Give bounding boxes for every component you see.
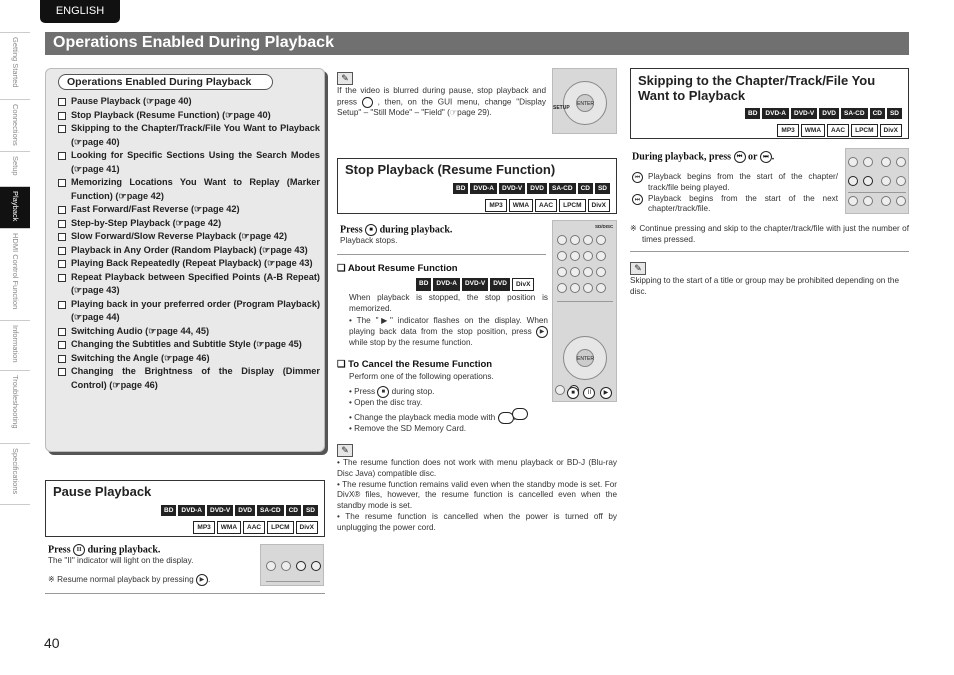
stop-button-icon: ■ [365,224,377,236]
format-badge: DVD [490,278,510,291]
format-badge: DVD-V [791,108,817,119]
side-nav-getting-started[interactable]: Getting Started [0,32,30,99]
stop-line: Playback stops. [340,236,398,245]
format-badge: LPCM [851,124,877,137]
pause-title: Pause Playback [46,481,324,503]
source-button-icon [512,408,528,420]
format-badge: DivX [296,521,318,534]
format-badge: BD [416,278,431,291]
skip-forward-text: Playback begins from the start of the next chapter/track/file. [648,193,838,214]
video-note-a: If the video is blurred during pause, stop playback and press [337,86,546,107]
skip-back-text: Playback begins from the start of the chapter/ track/file being played. [648,172,838,192]
pause-button-icon: II [73,544,85,556]
side-nav-playback[interactable]: Playback [0,186,30,228]
skip-section [630,68,909,139]
format-badge: CD [578,183,593,194]
tip-icon [337,68,353,86]
pencil-icon: ✎ [630,262,646,275]
list-item[interactable]: Playing Back Repeatedly (Repeat Playback) (☞page 43) [58,257,320,271]
skip-forward-icon: ⏭ [632,194,643,205]
stop-button-icon: ■ [567,387,579,399]
about-text: When playback is stopped, the stop position is memorized. [349,293,548,313]
list-item[interactable]: Playback in Any Order (Random Playback) (☞page 43) [58,244,320,258]
format-badge: DVD [819,108,839,119]
cancel-resume-title: ❑ To Cancel the Resume Function [337,359,493,370]
skip-press-label: During playback, press [632,151,732,163]
remote-illustration-skip [845,148,909,214]
list-item[interactable]: Playing back in your preferred order (Program Playback) (☞page 44) [58,298,320,325]
stop-badges-row2 [485,199,610,212]
pause-note-end: . [207,574,211,584]
divider [337,254,546,255]
format-badge: DVD-V [207,505,233,516]
format-badge: DVD [235,505,255,516]
remote-transport-controls [567,384,612,402]
skip-tip-icon [630,258,646,276]
setup-button-icon [362,97,373,108]
format-badge: MP3 [485,199,506,212]
format-badge: DivX [588,199,610,212]
format-badge: WMA [801,124,825,137]
cancel-bullet-4: • Remove the SD Memory Card. [349,423,467,433]
operations-list-box [45,68,325,452]
language-tab[interactable]: ENGLISH [40,0,120,23]
cancel-bullet-1-end: during stop. [391,386,435,396]
source-button-illustration [512,405,528,423]
list-item[interactable]: Repeat Playback between Specified Points (A-B Repeat) (☞page 43) [58,271,320,298]
list-item[interactable]: Pause Playback (☞page 40) [58,95,320,109]
cancel-bullet-3: • Change the playback media mode with [349,412,496,422]
format-badge: DVD-V [462,278,488,291]
list-item[interactable]: Switching the Angle (☞page 46) [58,352,320,366]
pause-press-label: Press [48,544,71,556]
cancel-text: Perform one of the following operations. [349,372,494,381]
remote-illustration-pause [260,544,324,586]
list-item[interactable]: Slow Forward/Slow Reverse Playback (☞page 42) [58,230,320,244]
format-badge: DVD-A [178,505,205,516]
stop-tip-icon [337,440,353,458]
format-badge: LPCM [267,521,293,534]
skip-back-icon: ⏮ [632,172,643,183]
pause-line: The "II" indicator will light on the display. [48,556,194,565]
format-badge: AAC [243,521,265,534]
skip-tip: Skipping to the start of a title or group may be prohibited depending on the disc. [630,276,900,296]
play-button-icon: ▶ [536,326,548,338]
page-number: 40 [44,635,60,651]
format-badge: WMA [217,521,241,534]
format-badge: DVD [527,183,547,194]
cancel-bullet-2: • Open the disc tray. [349,397,423,407]
video-note [337,86,546,119]
divider [630,251,909,252]
format-badge: LPCM [559,199,585,212]
format-badge: SD [303,505,318,516]
side-nav-setup[interactable]: Setup [0,151,30,186]
divider [45,593,325,594]
format-badge: AAC [535,199,557,212]
pause-note: ※ Resume normal playback by pressing [48,574,194,584]
format-badge: CD [286,505,301,516]
operations-list [58,95,320,392]
format-badge: CD [870,108,885,119]
stop-instructions [340,224,545,247]
stop-note: • The resume function is cancelled when the power is turned off by unplugging the power cord. [337,511,617,532]
about-bullet-a: • The "▶" indicator flashes on the display. When playing back data from the stop position, press [349,315,548,337]
skip-press-end: . [771,151,775,163]
skip-press-line [632,151,774,163]
side-nav-troubleshooting[interactable]: Troubleshooting [0,370,30,443]
list-item[interactable]: Fast Forward/Fast Reverse (☞page 42) [58,203,320,217]
list-item[interactable]: Changing the Brightness of the Display (Dimmer Control) (☞page 46) [58,365,320,392]
format-badge: SA-CD [841,108,868,119]
pause-press-end: during playback. [87,544,161,556]
setup-label: SETUP [553,105,570,111]
side-nav-information[interactable]: Information [0,320,30,370]
format-badge: BD [161,505,176,516]
about-resume-text [349,293,548,349]
format-badge: SD [887,108,902,119]
list-item[interactable]: Changing the Subtitles and Subtitle Style (☞page 45) [58,338,320,352]
pause-badges-row2 [193,521,318,534]
play-button-icon: ▶ [196,574,208,586]
remote-illustration-setup: ENTER SETUP [552,68,617,134]
side-nav-specifications[interactable]: Specifications [0,443,30,505]
pause-button-icon: II [583,387,595,399]
remote-illustration-stop: SD/DISC ENTER [552,220,617,402]
about-badges [416,278,534,291]
format-badge: SD [595,183,610,194]
stop-notes [337,458,617,534]
about-resume-title: ❑ About Resume Function [337,263,458,274]
list-item[interactable]: Skipping to the Chapter/Track/File You Want to Playback (☞page 40) [58,122,320,149]
format-badge: DVD-A [470,183,497,194]
skip-descriptions [632,172,838,215]
skip-forward-icon: ⏭ [760,151,772,163]
video-note-b: , then, on the GUI menu, change "Display Setup" – "Still Mode" – "Field" (☞page 29). [337,97,547,118]
about-bullet-b: while stop by the resume function. [349,338,473,348]
list-header: Operations Enabled During Playback [58,74,273,90]
list-item[interactable]: Stop Playback (Resume Function) (☞page 40) [58,109,320,123]
stop-press-label: Press [340,224,363,236]
stop-badges-row1 [453,183,610,194]
skip-press-or: or [748,151,758,163]
cancel-resume-text [349,372,549,434]
list-item[interactable]: Switching Audio (☞page 44, 45) [58,325,320,339]
page-title: Operations Enabled During Playback [53,34,334,51]
skip-badges-row2 [777,124,902,137]
format-badge: DVD-A [433,278,460,291]
list-item[interactable]: Step-by-Step Playback (☞page 42) [58,217,320,231]
stop-title: Stop Playback (Resume Function) [338,159,616,181]
pencil-icon: ✎ [337,444,353,457]
source-label: SD/DISC [595,224,614,229]
pencil-icon: ✎ [337,72,353,85]
stop-button-icon: ■ [377,386,389,398]
format-badge: MP3 [193,521,214,534]
skip-note: ※ Continue pressing and skip to the chapter/track/file with just the number of times pressed. [630,224,909,244]
stop-note: • The resume function remains valid even when the standby mode is set. For DivX® files, however, the resume function is cancelled even when the standby mode is set. [337,479,617,511]
format-badge: MP3 [777,124,798,137]
pause-instructions [48,544,253,586]
format-badge: DivX [880,124,902,137]
skip-title: Skipping to the Chapter/Track/File You Want to Playback [631,69,908,105]
stop-note: • The resume function does not work with menu playback or BD-J (Blu-ray Disc Java) compatible disc. [337,458,617,478]
side-nav-hdmi-control[interactable]: HDMI Control Function [0,228,30,320]
format-badge: DVD-V [499,183,525,194]
format-badge: SA-CD [549,183,576,194]
pause-badges-row1 [161,505,318,516]
format-badge: BD [453,183,468,194]
format-badge: DVD-A [762,108,789,119]
pause-section [45,480,325,537]
play-button-icon: ▶ [600,387,612,399]
list-item[interactable]: Looking for Specific Sections Using the Search Modes (☞page 41) [58,149,320,176]
cancel-bullet-1: • Press [349,386,376,396]
format-badge: WMA [509,199,533,212]
skip-back-icon: ⏮ [734,151,746,163]
skip-badges-row1 [745,108,902,119]
page-title-bar [45,32,909,55]
format-badge: SA-CD [257,505,284,516]
side-nav-connections[interactable]: Connections [0,99,30,151]
format-badge: DivX [512,278,534,291]
format-badge: BD [745,108,760,119]
format-badge: AAC [827,124,849,137]
list-item[interactable]: Memorizing Locations You Want to Replay (Marker Function) (☞page 42) [58,176,320,203]
stop-press-end: during playback. [379,224,453,236]
stop-section [337,158,617,214]
